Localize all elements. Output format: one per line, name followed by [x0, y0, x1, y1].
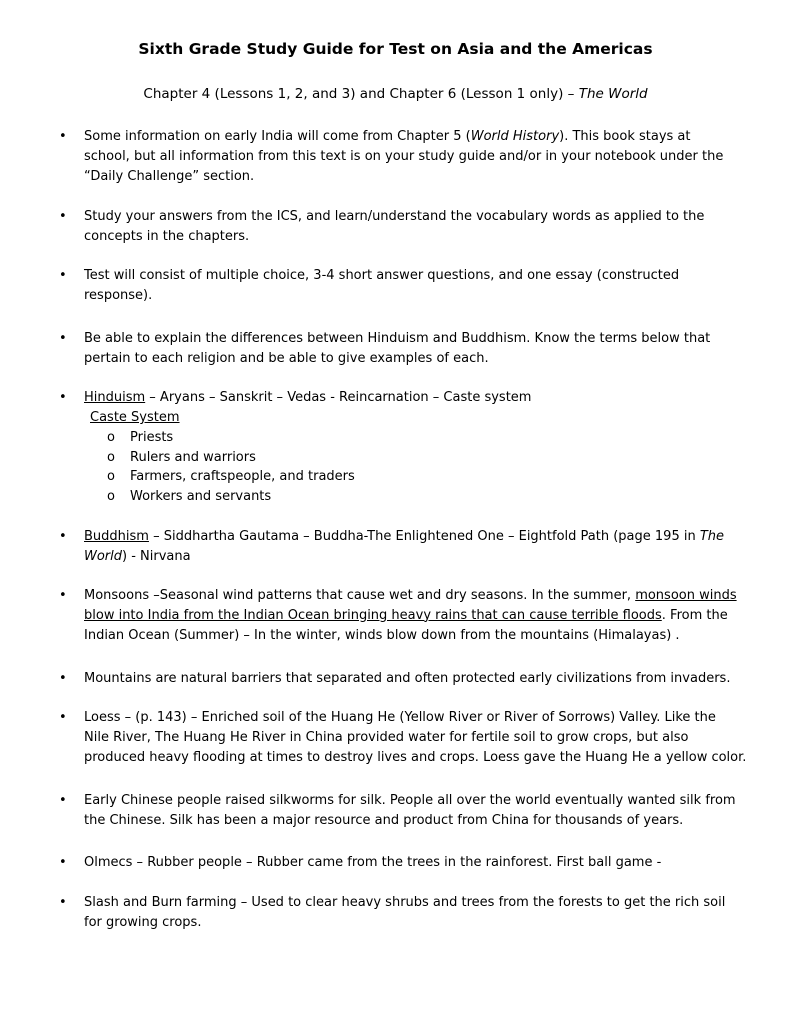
item-line: blow into India from the Indian Ocean bringing heavy rains that can cause terrible floods. From the: [84, 607, 728, 623]
item-line: for growing crops.: [84, 914, 202, 930]
bullet-icon: •: [59, 129, 67, 144]
item-line: Be able to explain the differences between Hinduism and Buddhism. Know the terms below that: [84, 331, 711, 346]
item-line: Early Chinese people raised silkworms for silk. People all over the world eventually wanted silk from: [84, 793, 736, 808]
bullet-item-olmecs: [59, 853, 764, 873]
page-subtitle: [0, 86, 791, 102]
bullet-icon: •: [59, 895, 67, 910]
item-line: Nile River, The Huang He River in China provided water for fertile soil to grow crops, but also: [84, 729, 689, 745]
item-line: pertain to each religion and be able to give examples of each.: [84, 350, 489, 366]
item-line: Hinduism – Aryans – Sanskrit – Vedas - Reincarnation – Caste system: [84, 390, 532, 405]
item-line: “Daily Challenge” section.: [84, 168, 255, 184]
bullet-icon: •: [59, 209, 67, 224]
bullet-item-explain: [59, 329, 764, 369]
item-line: Mountains are natural barriers that separated and often protected early civilizations from invaders.: [84, 671, 731, 686]
sub-bullet-icon: o: [107, 469, 115, 484]
item-line: Test will consist of multiple choice, 3-4 short answer questions, and one essay (constructed: [84, 268, 680, 283]
bullet-icon: •: [59, 331, 67, 346]
bullet-item-loess: [59, 708, 764, 767]
bullet-item-mountains: [59, 669, 764, 689]
sub-bullet-icon: o: [107, 450, 115, 465]
caste-item: o Farmers, craftspeople, and traders: [130, 467, 355, 487]
term-hinduism: Hinduism: [84, 390, 146, 405]
bullet-icon: •: [59, 268, 67, 283]
term-buddhism: Buddhism: [84, 529, 149, 544]
bullet-item-monsoons: [59, 586, 764, 645]
bullet-item-hinduism: [59, 388, 764, 408]
item-line: Loess – (p. 143) – Enriched soil of the Huang He (Yellow River or River of Sorrows) Valley. Like the: [84, 710, 716, 725]
bullet-item-india: [59, 127, 764, 186]
book-title: The: [699, 529, 725, 544]
item-line: Monsoons –Seasonal wind patterns that cause wet and dry seasons. In the summer, monsoon winds: [84, 588, 737, 603]
book-title: World: [84, 548, 123, 564]
book-title: World History: [470, 129, 560, 144]
bullet-item-test: [59, 266, 764, 306]
item-line: the Chinese. Silk has been a major resource and product from China for thousands of years.: [84, 812, 684, 828]
bullet-icon: •: [59, 710, 67, 725]
bullet-icon: •: [59, 855, 67, 870]
page-title: Sixth Grade Study Guide for Test on Asia and the Americas: [138, 40, 653, 58]
bullet-icon: •: [59, 588, 67, 603]
item-line: concepts in the chapters.: [84, 228, 250, 244]
item-line: Study your answers from the ICS, and learn/understand the vocabulary words as applied to the: [84, 209, 705, 224]
bullet-icon: •: [59, 390, 67, 405]
item-line: Olmecs – Rubber people – Rubber came from the trees in the rainforest. First ball game -: [84, 855, 662, 870]
item-line: produced heavy flooding at times to destroy lives and crops. Loess gave the Huang He a yellow color.: [84, 749, 747, 765]
item-line: Buddhism – Siddhartha Gautama – Buddha-The Enlightened One – Eightfold Path (page 195 in The: [84, 529, 725, 544]
bullet-icon: •: [59, 793, 67, 808]
bullet-icon: •: [59, 529, 67, 544]
bullet-item-silk: [59, 791, 764, 831]
item-line: Slash and Burn farming – Used to clear heavy shrubs and trees from the forests to get the rich soil: [84, 895, 726, 910]
bullet-item-slash-and-burn: [59, 893, 764, 933]
subtitle-chapters: Chapter 4 (Lessons 1, 2, and 3) and Chapter 6 (Lesson 1 only) –: [143, 86, 575, 102]
caste-item: o Workers and servants: [130, 487, 271, 507]
subtitle-book: The World: [578, 86, 648, 102]
bullet-item-buddhism: [59, 527, 764, 567]
item-line: Some information on early India will come from Chapter 5 (World History). This book stays at: [84, 129, 691, 144]
caste-item: o Rulers and warriors: [130, 448, 256, 468]
caste-item: o Priests: [130, 428, 173, 448]
item-line: school, but all information from this text is on your study guide and/or in your notebook under the: [84, 148, 724, 164]
sub-bullet-icon: o: [107, 489, 115, 504]
sub-bullet-icon: o: [107, 430, 115, 445]
item-line: response).: [84, 287, 153, 303]
item-line: World) - Nirvana: [84, 548, 191, 564]
item-line: Indian Ocean (Summer) – In the winter, winds blow down from the mountains (Himalayas) .: [84, 627, 680, 643]
bullet-icon: •: [59, 671, 67, 686]
caste-system-heading: Caste System: [90, 410, 180, 425]
bullet-item-ics: [59, 207, 764, 247]
